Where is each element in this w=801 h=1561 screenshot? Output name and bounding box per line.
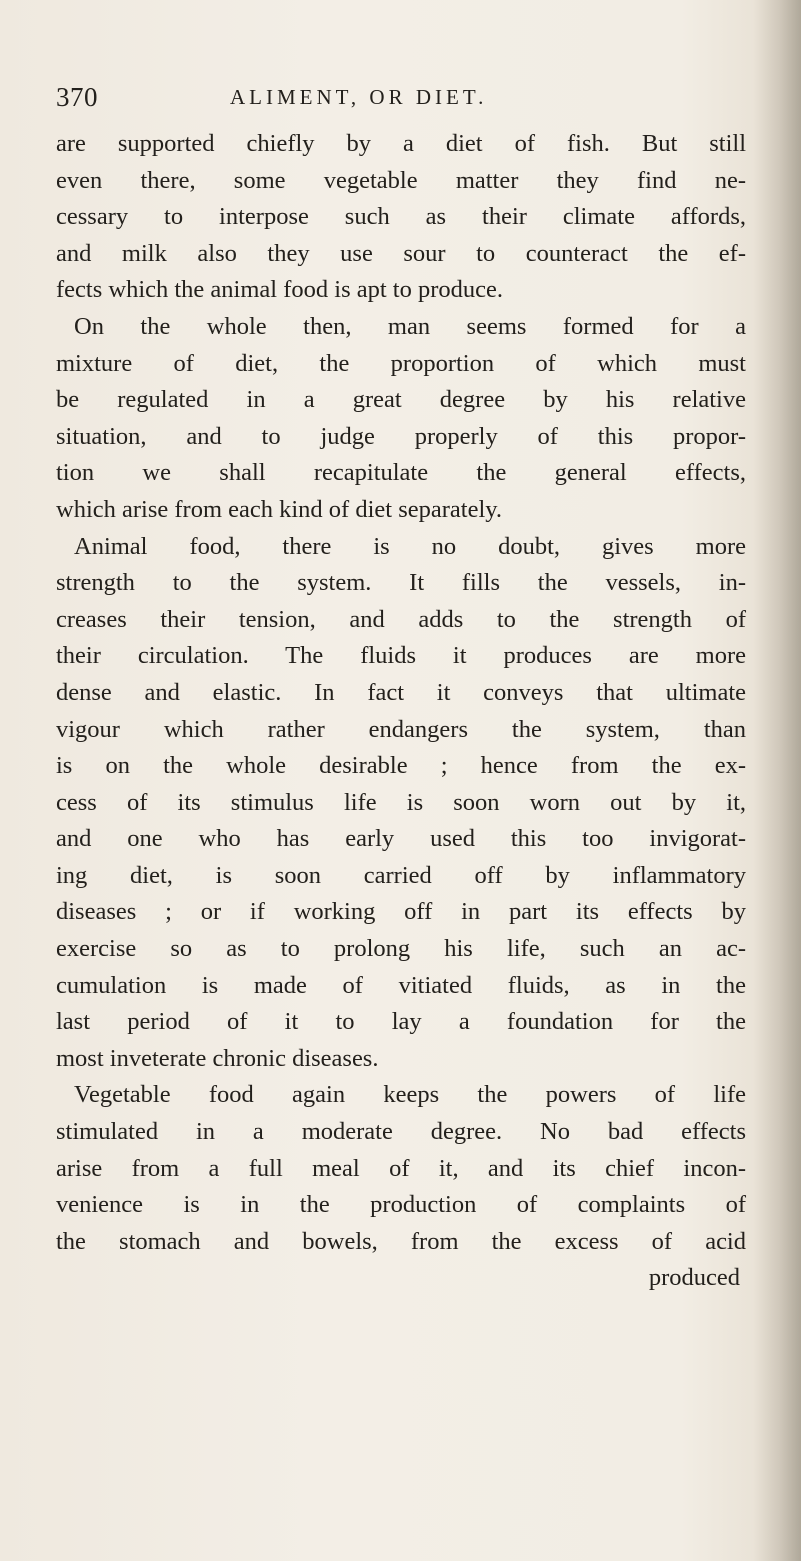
text-line: most inveterate chronic diseases. — [56, 1044, 379, 1072]
catchword: produced — [648, 1264, 740, 1292]
text-line: Animal food, there is no doubt, gives more — [74, 532, 746, 560]
text-line: vigour which rather endangers the system, than — [56, 715, 746, 743]
text-line: situation, and to judge properly of this propor- — [56, 422, 746, 450]
text-line: cessary to interpose such as their climate affords, — [56, 203, 746, 231]
page-header — [56, 82, 736, 122]
text-line: dense and elastic. In fact it conveys that ultimate — [56, 678, 746, 706]
text-line: cumulation is made of vitiated fluids, as in the — [56, 971, 746, 999]
text-line: ing diet, is soon carried off by inflammatory — [56, 861, 746, 889]
text-line: arise from a full meal of it, and its chief incon- — [56, 1154, 746, 1182]
text-line: Vegetable food again keeps the powers of life — [74, 1081, 746, 1109]
text-line: On the whole then, man seems formed for a — [74, 312, 746, 340]
body-text — [56, 126, 746, 1297]
text-line: is on the whole desirable ; hence from the ex- — [56, 752, 746, 780]
text-line: creases their tension, and adds to the strength of — [56, 605, 746, 633]
text-line: the stomach and bowels, from the excess of acid — [56, 1227, 746, 1255]
text-line: diseases ; or if working off in part its effects by — [56, 898, 746, 926]
text-line: even there, some vegetable matter they find ne- — [56, 166, 746, 194]
running-head: ALIMENT, OR DIET. — [230, 85, 488, 109]
text-line: last period of it to lay a foundation for the — [56, 1008, 746, 1036]
text-line: venience is in the production of complaints of — [56, 1191, 746, 1219]
text-line: which arise from each kind of diet separately. — [56, 495, 503, 523]
text-line: are supported chiefly by a diet of fish. But still — [56, 130, 746, 157]
text-line: stimulated in a moderate degree. No bad effects — [56, 1118, 746, 1146]
text-line: tion we shall recapitulate the general effects, — [56, 459, 746, 487]
text-line: and milk also they use sour to counteract the ef- — [56, 239, 746, 267]
text-line: cess of its stimulus life is soon worn out by it, — [56, 788, 746, 816]
text-line: fects which the animal food is apt to produce. — [56, 276, 503, 304]
text-line: strength to the system. It fills the vessels, in- — [56, 569, 746, 597]
text-line: their circulation. The fluids it produces are more — [56, 642, 746, 670]
page-gutter-shadow — [753, 0, 801, 1561]
page-number: 370 — [56, 82, 98, 112]
text-line: exercise so as to prolong his life, such an ac- — [56, 935, 746, 963]
text-line: mixture of diet, the proportion of which must — [56, 349, 746, 377]
text-line: be regulated in a great degree by his relative — [56, 386, 746, 414]
text-line: and one who has early used this too invigorat- — [56, 825, 746, 853]
